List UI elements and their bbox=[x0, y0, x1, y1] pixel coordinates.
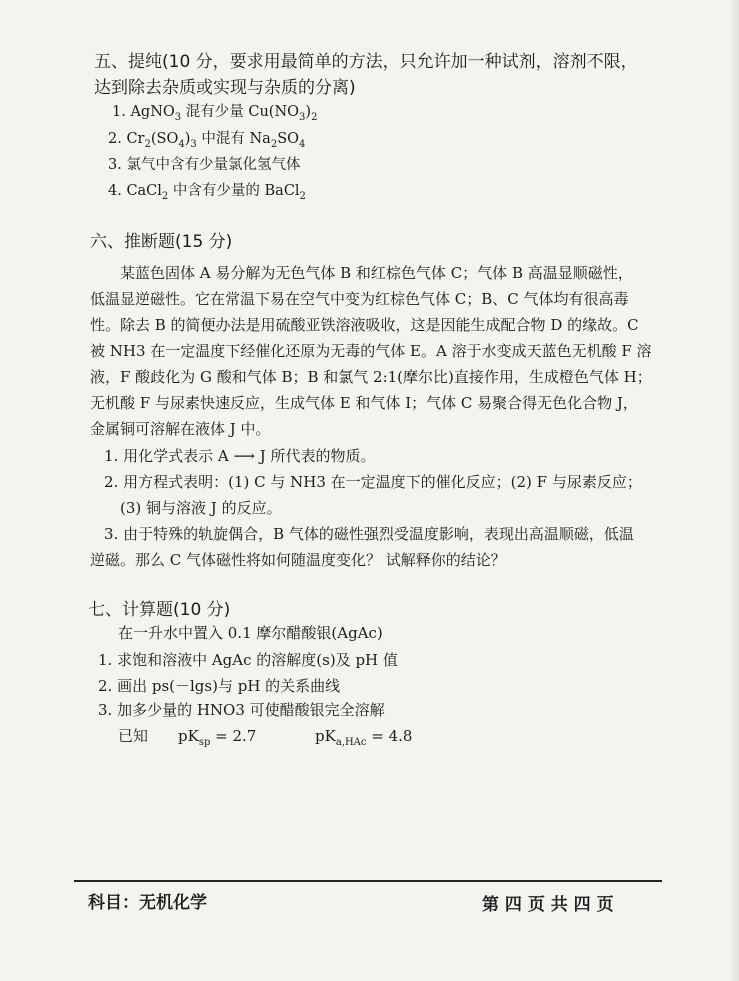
sec5-item-3: 3. 氯气中含有少量氯化氢气体 bbox=[108, 157, 301, 173]
sec6-question-3: 3. 由于特殊的轨旋偶合，B 气体的磁性强烈受温度影响，表现出高温顺磁，低温 bbox=[104, 525, 634, 543]
sec7-question-1: 1. 求饱和溶液中 AgAc 的溶解度(s)及 pH 值 bbox=[98, 651, 398, 669]
sec5-item-4: 4. CaCl$_2$ 中含有少量的 BaCl$_2$ bbox=[108, 183, 306, 202]
section-5-title: 五、提纯(10 分，要求用最简单的方法，只允许加一种试剂，溶剂不限， bbox=[94, 52, 638, 72]
ksp-value: $pK_{sp} = 2.7$ bbox=[178, 727, 257, 748]
sec6-para-line-1: 某蓝色固体 A 易分解为无色气体 B 和红棕色气体 C；气体 B 高温显顺磁性， bbox=[120, 264, 633, 282]
sec6-para-line-4: 被 NH3 在一定温度下经催化还原为无毒的气体 E。A 溶于水变成天蓝色无机酸 F 溶 bbox=[90, 342, 652, 360]
sec7-question-3: 3. 加多少量的 HNO3 可使醋酸银完全溶解 bbox=[98, 701, 385, 719]
sec6-para-line-3: 性。除去 B 的简便办法是用硫酸亚铁溶液吸收，这是因能生成配合物 D 的缘故。C bbox=[90, 316, 639, 334]
sec6-para-line-6: 无机酸 F 与尿素快速反应，生成气体 E 和气体 I；气体 C 易聚合得无色化合物 J， bbox=[90, 394, 638, 412]
sec5-item-2: 2. $Cr_2(SO_4)_3$ 中混有 $Na_2SO_4$ bbox=[108, 131, 306, 150]
section-5-title-cont: 达到除去杂质或实现与杂质的分离) bbox=[94, 78, 356, 98]
sec7-intro: 在一升水中置入 0.1 摩尔醋酸银(AgAc) bbox=[118, 624, 383, 642]
sec6-para-line-2: 低温显逆磁性。它在常温下易在空气中变为红棕色气体 C；B、C 气体均有很高毒 bbox=[90, 290, 629, 308]
sec7-question-2: 2. 画出 ps(－lgs)与 pH 的关系曲线 bbox=[98, 677, 341, 695]
sec6-question-2-cont: (3) 铜与溶液 J 的反应。 bbox=[120, 499, 282, 517]
scan-edge-shadow bbox=[729, 0, 739, 981]
sec6-para-line-7: 金属铜可溶解在液体 J 中。 bbox=[90, 420, 271, 438]
sec6-question-1: 1. 用化学式表示 A ⟶ J 所代表的物质。 bbox=[104, 447, 376, 465]
sec5-item-1: 1. AgNO$_3$ 混有少量 $Cu(NO_3)_2$ bbox=[112, 104, 318, 123]
footer-page-number: 第 四 页 共 四 页 bbox=[482, 895, 614, 915]
ka-value: $pK_{a,HAc} = 4.8$ bbox=[315, 727, 413, 748]
section-7-title: 七、计算题(10 分) bbox=[88, 600, 231, 620]
sec6-question-3-cont: 逆磁。那么 C 气体磁性将如何随温度变化？ 试解释你的结论？ bbox=[90, 551, 506, 569]
sec6-question-2: 2. 用方程式表明：(1) C 与 NH3 在一定温度下的催化反应；(2) F 与尿素反应； bbox=[104, 473, 642, 491]
sec6-para-line-5: 液，F 酸歧化为 G 酸和气体 B；B 和氯气 2:1(摩尔比)直接作用，生成橙色气体 H； bbox=[90, 368, 652, 386]
footer-rule bbox=[74, 880, 662, 882]
section-6-title: 六、推断题(15 分) bbox=[90, 232, 233, 252]
sec7-known-label: 已知 bbox=[118, 727, 149, 745]
footer-subject: 科目：无机化学 bbox=[88, 893, 207, 913]
